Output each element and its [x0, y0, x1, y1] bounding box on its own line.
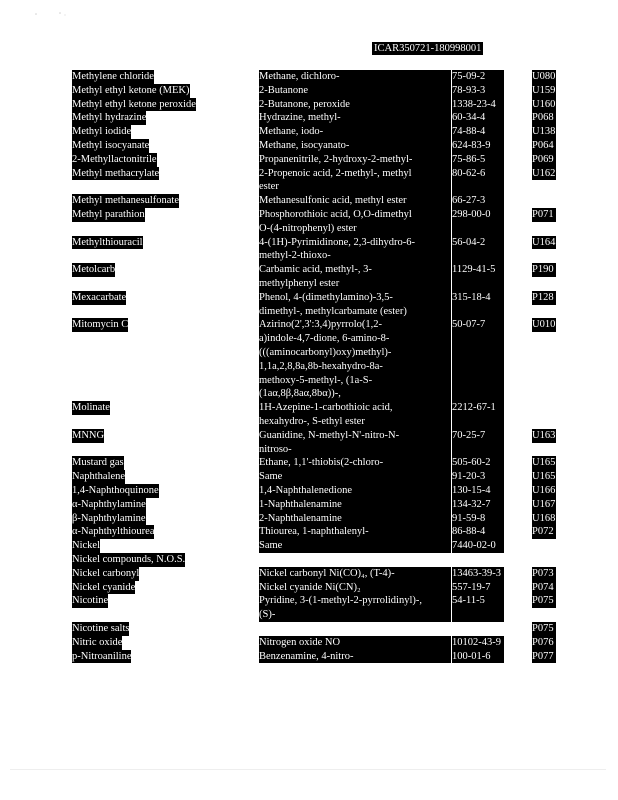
- substance-synonym: Benzenamine, 4-nitro-: [259, 650, 451, 664]
- waste-code: U166: [532, 485, 556, 496]
- substance-synonym: Pyridine, 3-(1-methyl-2-pyrrolidinyl)-,: [259, 594, 451, 608]
- cas-cell-fill: [452, 608, 504, 622]
- cas-number: 54-11-5: [452, 594, 504, 608]
- substance-name: Mexacarbate: [72, 291, 127, 303]
- waste-code: U165: [532, 471, 556, 483]
- substance-name: Molinate: [72, 402, 110, 414]
- cas-cell-fill: [452, 360, 504, 374]
- cas-number: 74-88-4: [452, 125, 504, 139]
- cas-number: 78-93-3: [452, 84, 504, 98]
- cas-number: 91-59-8: [452, 512, 504, 526]
- cas-number: 1338-23-4: [452, 98, 504, 112]
- substance-name: Nicotine: [72, 595, 109, 607]
- cas-number: 13463-39-3: [452, 567, 504, 581]
- substance-name: 2-Methyllactonitrile: [72, 153, 157, 165]
- cas-number: 134-32-7: [452, 498, 504, 512]
- waste-code: P190: [532, 263, 556, 277]
- substance-name: Methyl parathion: [72, 209, 145, 220]
- scan-smudge: [30, 4, 70, 10]
- substance-name: Metolcarb: [72, 264, 116, 276]
- waste-code: P128: [532, 291, 556, 305]
- substance-name: Methyl methacrylate: [72, 167, 160, 179]
- waste-code: U165: [532, 457, 556, 469]
- substance-name: Methyl methanesulfonate: [72, 195, 180, 207]
- page-bottom-edge: [10, 769, 606, 770]
- substance-synonym: 1H-Azepine-1-carbothioic acid,: [259, 401, 451, 415]
- substance-synonym: 2-Butanone: [259, 84, 451, 98]
- cas-cell-fill: [452, 277, 504, 291]
- substance-name: Nickel: [72, 540, 100, 552]
- substance-name: Methyl ethyl ketone peroxide: [72, 98, 196, 110]
- waste-code: U010: [532, 319, 556, 331]
- cas-number: 50-07-7: [452, 318, 504, 332]
- cas-cell-fill: [452, 415, 504, 429]
- substance-synonym: Methanesulfonic acid, methyl ester: [259, 194, 451, 208]
- substance-synonym: methylphenyl ester: [259, 277, 451, 291]
- substance-name: MNNG: [72, 429, 105, 441]
- waste-code: P072: [532, 525, 556, 539]
- document-id-header: ICAR350721-180998001: [374, 43, 482, 54]
- substance-name: Methylthiouracil: [72, 236, 143, 248]
- substance-name: Nickel compounds, N.O.S.: [72, 554, 186, 565]
- substance-name: Methyl hydrazine: [72, 112, 147, 124]
- substance-synonym: Same: [259, 470, 451, 484]
- substance-synonym: Carbamic acid, methyl-, 3-: [259, 263, 451, 277]
- cas-number: 91-20-3: [452, 470, 504, 484]
- waste-code: U163: [532, 429, 556, 441]
- cas-number: 86-88-4: [452, 525, 504, 539]
- substance-name: Mitomycin C: [72, 319, 129, 331]
- cas-number: 505-60-2: [452, 456, 504, 470]
- substance-name: Nicotine salts: [72, 623, 130, 634]
- waste-code: U138: [532, 126, 556, 138]
- substance-synonym: hexahydro-, S-ethyl ester: [259, 415, 451, 429]
- waste-code: P071: [532, 208, 556, 222]
- cas-number: 66-27-3: [452, 194, 504, 208]
- waste-code: P075: [532, 622, 556, 636]
- waste-code: P068: [532, 111, 556, 125]
- substance-synonym: Azirino(2',3':3,4)pyrrolo(1,2-: [259, 318, 451, 332]
- cas-cell-fill: [452, 305, 504, 319]
- waste-code: P064: [532, 139, 556, 153]
- substance-synonym: 1,1a,2,8,8a,8b-hexahydro-8a-: [259, 360, 451, 374]
- substance-synonym: nitroso-: [259, 443, 451, 457]
- waste-code: U167: [532, 498, 556, 510]
- cas-number: 70-25-7: [452, 429, 504, 443]
- substance-name: α-Naphthylthiourea: [72, 526, 155, 538]
- substance-synonym: 1,4-Naphthalenedione: [259, 484, 451, 498]
- waste-code: P075: [532, 594, 556, 608]
- substance-synonym: Phenol, 4-(dimethylamino)-3,5-: [259, 291, 451, 305]
- waste-code: U160: [532, 98, 556, 110]
- cas-number: 80-62-6: [452, 167, 504, 181]
- substance-synonym: O-(4-nitrophenyl) ester: [259, 222, 451, 236]
- substance-name: Mustard gas: [72, 457, 124, 469]
- substance-synonym: (((aminocarbonyl)oxy)methyl)-: [259, 346, 451, 360]
- waste-code: P073: [532, 567, 556, 581]
- cas-number: 100-01-6: [452, 650, 504, 664]
- cas-cell-fill: [452, 346, 504, 360]
- substance-synonym: dimethyl-, methylcarbamate (ester): [259, 305, 451, 319]
- waste-code: P077: [532, 650, 556, 664]
- waste-code: U162: [532, 167, 556, 179]
- cas-cell-fill: [452, 180, 504, 194]
- waste-code: U159: [532, 84, 556, 96]
- cas-number: 1129-41-5: [452, 263, 504, 277]
- substance-name: Methyl ethyl ketone (MEK): [72, 84, 190, 96]
- substance-synonym: methoxy-5-methyl-, (1a-S-: [259, 374, 451, 388]
- substance-name: Nitric oxide: [72, 636, 123, 648]
- cas-cell-fill: [452, 374, 504, 388]
- cas-number: 2212-67-1: [452, 401, 504, 415]
- substance-synonym: (S)-: [259, 608, 451, 622]
- cas-number: 315-18-4: [452, 291, 504, 305]
- substance-synonym: 4-(1H)-Pyrimidinone, 2,3-dihydro-6-: [259, 236, 451, 250]
- substance-synonym: Methane, dichloro-: [259, 70, 451, 84]
- substance-synonym: a)indole-4,7-dione, 6-amino-8-: [259, 332, 451, 346]
- cas-cell-fill: [452, 249, 504, 263]
- substance-synonym: 2-Butanone, peroxide: [259, 98, 451, 112]
- substance-name: Nickel cyanide: [72, 581, 136, 593]
- substance-name: 1,4-Naphthoquinone: [72, 485, 159, 496]
- cas-number: 75-86-5: [452, 153, 504, 167]
- substance-name: Methylene chloride: [72, 71, 154, 82]
- cas-number: 7440-02-0: [452, 539, 504, 553]
- cas-cell-fill: [452, 222, 504, 236]
- substance-synonym: Ethane, 1,1'-thiobis(2-chloro-: [259, 456, 451, 470]
- substance-synonym: 2-Naphthalenamine: [259, 512, 451, 526]
- cas-number: 624-83-9: [452, 139, 504, 153]
- substance-synonym: Nitrogen oxide NO: [259, 636, 451, 650]
- substance-synonym: Nickel cyanide Ni(CN)₂: [259, 581, 451, 595]
- cas-number: 557-19-7: [452, 581, 504, 595]
- substance-synonym: 1-Naphthalenamine: [259, 498, 451, 512]
- substance-name: β-Naphthylamine: [72, 512, 146, 524]
- waste-code: U168: [532, 512, 556, 524]
- substance-name: Methyl isocyanate: [72, 140, 150, 151]
- cas-cell-fill: [452, 387, 504, 401]
- substance-name: p-Nitroaniline: [72, 650, 132, 662]
- substance-synonym: Phosphorothioic acid, O,O-dimethyl: [259, 208, 451, 222]
- substance-synonym: Methane, iodo-: [259, 125, 451, 139]
- substance-synonym: Thiourea, 1-naphthalenyl-: [259, 525, 451, 539]
- substance-synonym: Hydrazine, methyl-: [259, 111, 451, 125]
- substance-synonym: Nickel carbonyl Ni(CO)₄, (T-4)-: [259, 567, 451, 581]
- cas-number: 298-00-0: [452, 208, 504, 222]
- substance-name: Naphthalene: [72, 471, 126, 483]
- substance-synonym: Propanenitrile, 2-hydroxy-2-methyl-: [259, 153, 451, 167]
- substance-name: α-Naphthylamine: [72, 498, 146, 510]
- waste-code: P074: [532, 581, 556, 595]
- cas-number: 75-09-2: [452, 70, 504, 84]
- cas-number: 56-04-2: [452, 236, 504, 250]
- waste-code: U080: [532, 71, 556, 82]
- substance-name: Nickel carbonyl: [72, 567, 140, 579]
- waste-code: P076: [532, 636, 556, 650]
- cas-cell-fill: [452, 443, 504, 457]
- substance-synonym: (1aα,8β,8aα,8bα))-,: [259, 387, 451, 401]
- substance-synonym: Guanidine, N-methyl-N'-nitro-N-: [259, 429, 451, 443]
- substance-synonym: 2-Propenoic acid, 2-methyl-, methyl: [259, 167, 451, 181]
- cas-number: 130-15-4: [452, 484, 504, 498]
- cas-cell-fill: [452, 332, 504, 346]
- cas-number: 60-34-4: [452, 111, 504, 125]
- substance-synonym: Same: [259, 539, 451, 553]
- waste-code: U164: [532, 236, 556, 248]
- waste-code: P069: [532, 153, 556, 167]
- substance-synonym: methyl-2-thioxo-: [259, 249, 451, 263]
- substance-name: Methyl iodide: [72, 126, 132, 138]
- cas-number: 10102-43-9: [452, 636, 504, 650]
- substance-synonym: ester: [259, 180, 451, 194]
- substance-synonym: Methane, isocyanato-: [259, 139, 451, 153]
